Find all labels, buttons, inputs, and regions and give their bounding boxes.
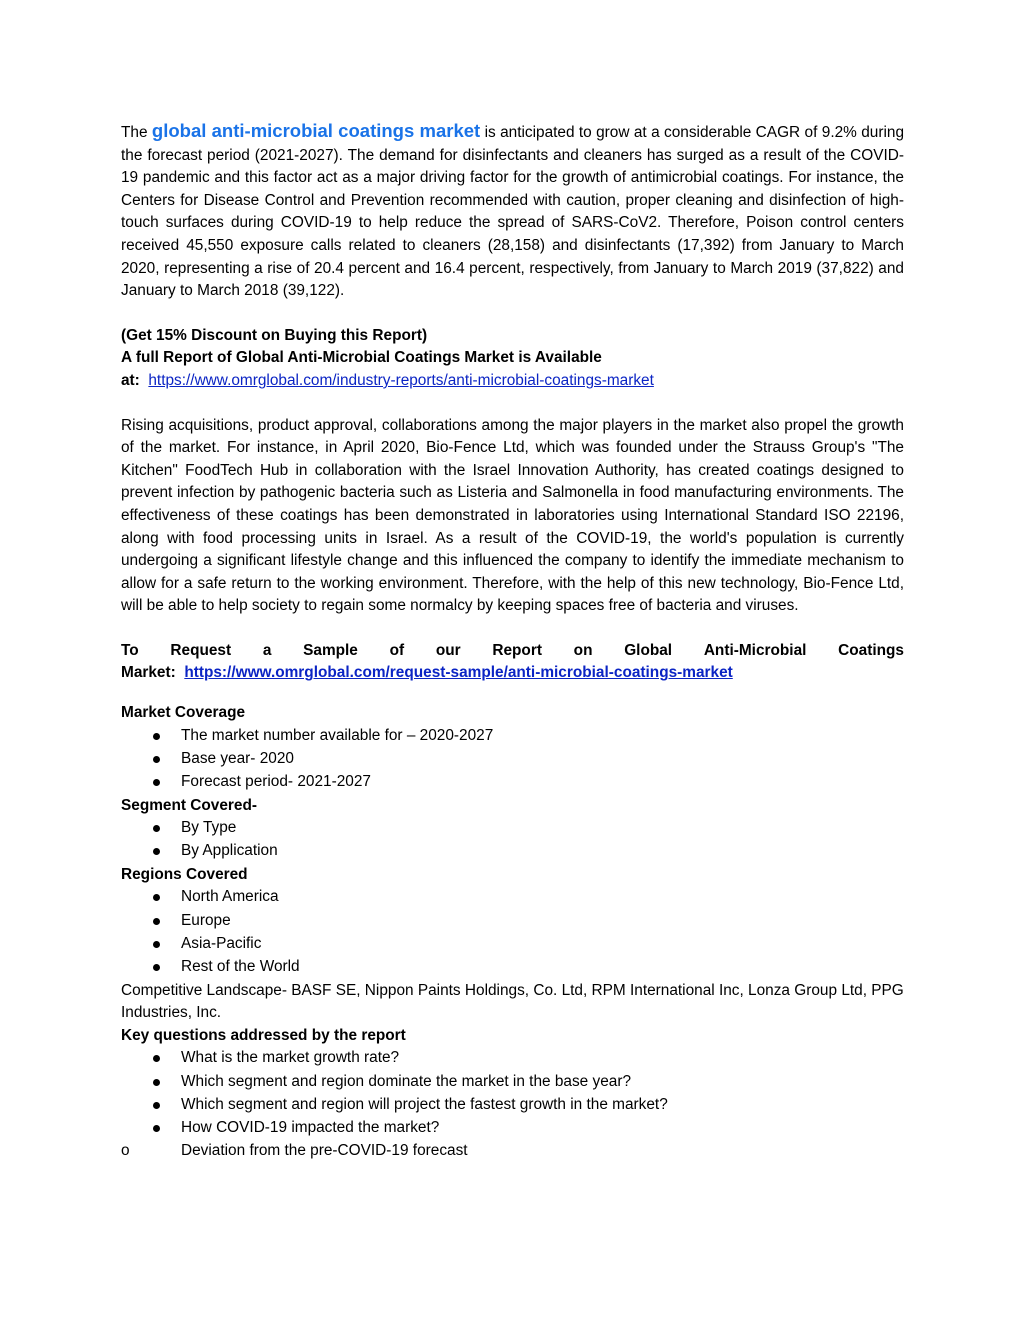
bullet-icon [153,894,160,901]
list-item: Forecast period- 2021-2027 [121,771,904,794]
intro-text: is anticipated to grow at a considerable CAGR of 9.2% during the forecast period (2021-2027). The demand for disinfectants and cleaners has surged as a result of the COVID-19 pandemic and this factor act as a major driving factor for the growth of antimicrobial coatings. For instance, the Centers for Disease Control and Prevention recommended with caution, proper cleaning and disinfection of high-touch surfaces during COVID-19 to help reduce the spread of SARS-CoV2. Therefore, Poison control centers received 45,550 exposure calls related to cleaners (28,158) and disinfectants (17,392) from January to March 2020, representing a rise of 20.4 percent and 16.4 percent, respectively, from January to March 2019 (37,822) and January to March 2018 (39,122). [121,124,905,300]
list-item: By Application [121,840,904,863]
bullet-icon [153,1102,160,1109]
sub-bullet-marker: o [121,1142,130,1160]
bullet-icon [153,964,160,971]
regions-title: Regions Covered [121,865,248,883]
bullet-icon [153,848,160,855]
sample-word: a [262,641,272,659]
questions-title: Key questions addressed by the report [121,1026,406,1044]
report-link[interactable]: https://www.omrglobal.com/industry-reports/anti-microbial-coatings-market [148,371,654,389]
discount-note: (Get 15% Discount on Buying this Report) [121,326,428,344]
list-item: Base year- 2020 [121,748,904,771]
list-item: The market number available for – 2020-2027 [121,725,904,748]
bullet-icon [153,1079,160,1086]
bullet-icon [153,825,160,832]
competitive-landscape: Competitive Landscape- BASF SE, Nippon Paints Holdings, Co. Ltd, RPM International Inc, Lonza Group Ltd, PPG Industries, Inc. [121,981,904,1022]
sample-word: To [121,641,139,659]
sample-link[interactable]: https://www.omrglobal.com/request-sample/anti-microbial-coatings-market [184,664,733,682]
bullet-icon [153,733,160,740]
questions-list [121,1047,904,1140]
sub-list-item [121,1140,904,1163]
sample-word: Global [624,641,673,659]
bullet-icon [153,1055,160,1062]
acquisitions-paragraph: Rising acquisitions, product approval, collaborations among the major players in the market also propel the growth of the market. For instance, in April 2020, Bio-Fence Ltd, which was founded under the Strauss Group's "The Kitchen" FoodTech Hub in collaboration with the Israel Innovation Authority, has created coatings designed to prevent infection by pathogenic bacteria such as Listeria and Salmonella in food manufacturing environments. The effectiveness of these coatings has been demonstrated in laboratories using International Standard ISO 22196, along with food processing units in Israel. As a result of the COVID-19, the world's population is currently undergoing a significant lifestyle change and this influenced the company to identify the immediate mechanism to allow for a safe return to the working environment. Therefore, with the help of this new technology, Bio-Fence Ltd, will be able to help society to regain some normalcy by keeping spaces free of bacteria and viruses. [121,416,904,615]
at-label: at: [121,371,140,389]
list-item: North America [121,886,904,909]
bullet-icon [153,756,160,763]
bullet-icon [153,941,160,948]
segment-list [121,817,904,864]
intro-prefix: The [121,124,148,141]
list-item: Which segment and region dominate the market in the base year? [121,1071,904,1094]
coverage-list [121,725,904,795]
sample-word: of [389,641,405,659]
full-report-note: A full Report of Global Anti-Microbial Coatings Market is Available [121,349,602,367]
sample-word: Report [492,641,542,659]
bullet-icon [153,918,160,925]
list-item: Europe [121,910,904,933]
list-item: How COVID-19 impacted the market? [121,1117,904,1140]
list-item: Which segment and region will project the fastest growth in the market? [121,1094,904,1117]
coverage-title: Market Coverage [121,704,246,722]
sample-request-line [121,640,904,663]
bullet-icon [153,1125,160,1132]
report-link-line [121,370,904,393]
bullet-icon [153,779,160,786]
list-item: Asia-Pacific [121,933,904,956]
sample-word: Coatings [838,641,904,659]
list-item: Rest of the World [121,956,904,979]
sub-item-text: Deviation from the pre-COVID-19 forecast [181,1142,468,1160]
sample-word: Request [170,641,232,659]
sample-link-line [121,662,904,685]
market-label: Market: [121,664,176,682]
intro-paragraph [121,120,904,303]
sample-word: our [435,641,461,659]
sample-word: Sample [303,641,358,659]
highlight-link[interactable]: global anti-microbial coatings market [151,120,481,141]
segment-title: Segment Covered- [121,796,257,814]
sample-word: Anti-Microbial [703,641,807,659]
document-body [121,120,904,1163]
list-item: By Type [121,817,904,840]
regions-list [121,886,904,979]
list-item: What is the market growth rate? [121,1047,904,1070]
sample-word: on [573,641,593,659]
